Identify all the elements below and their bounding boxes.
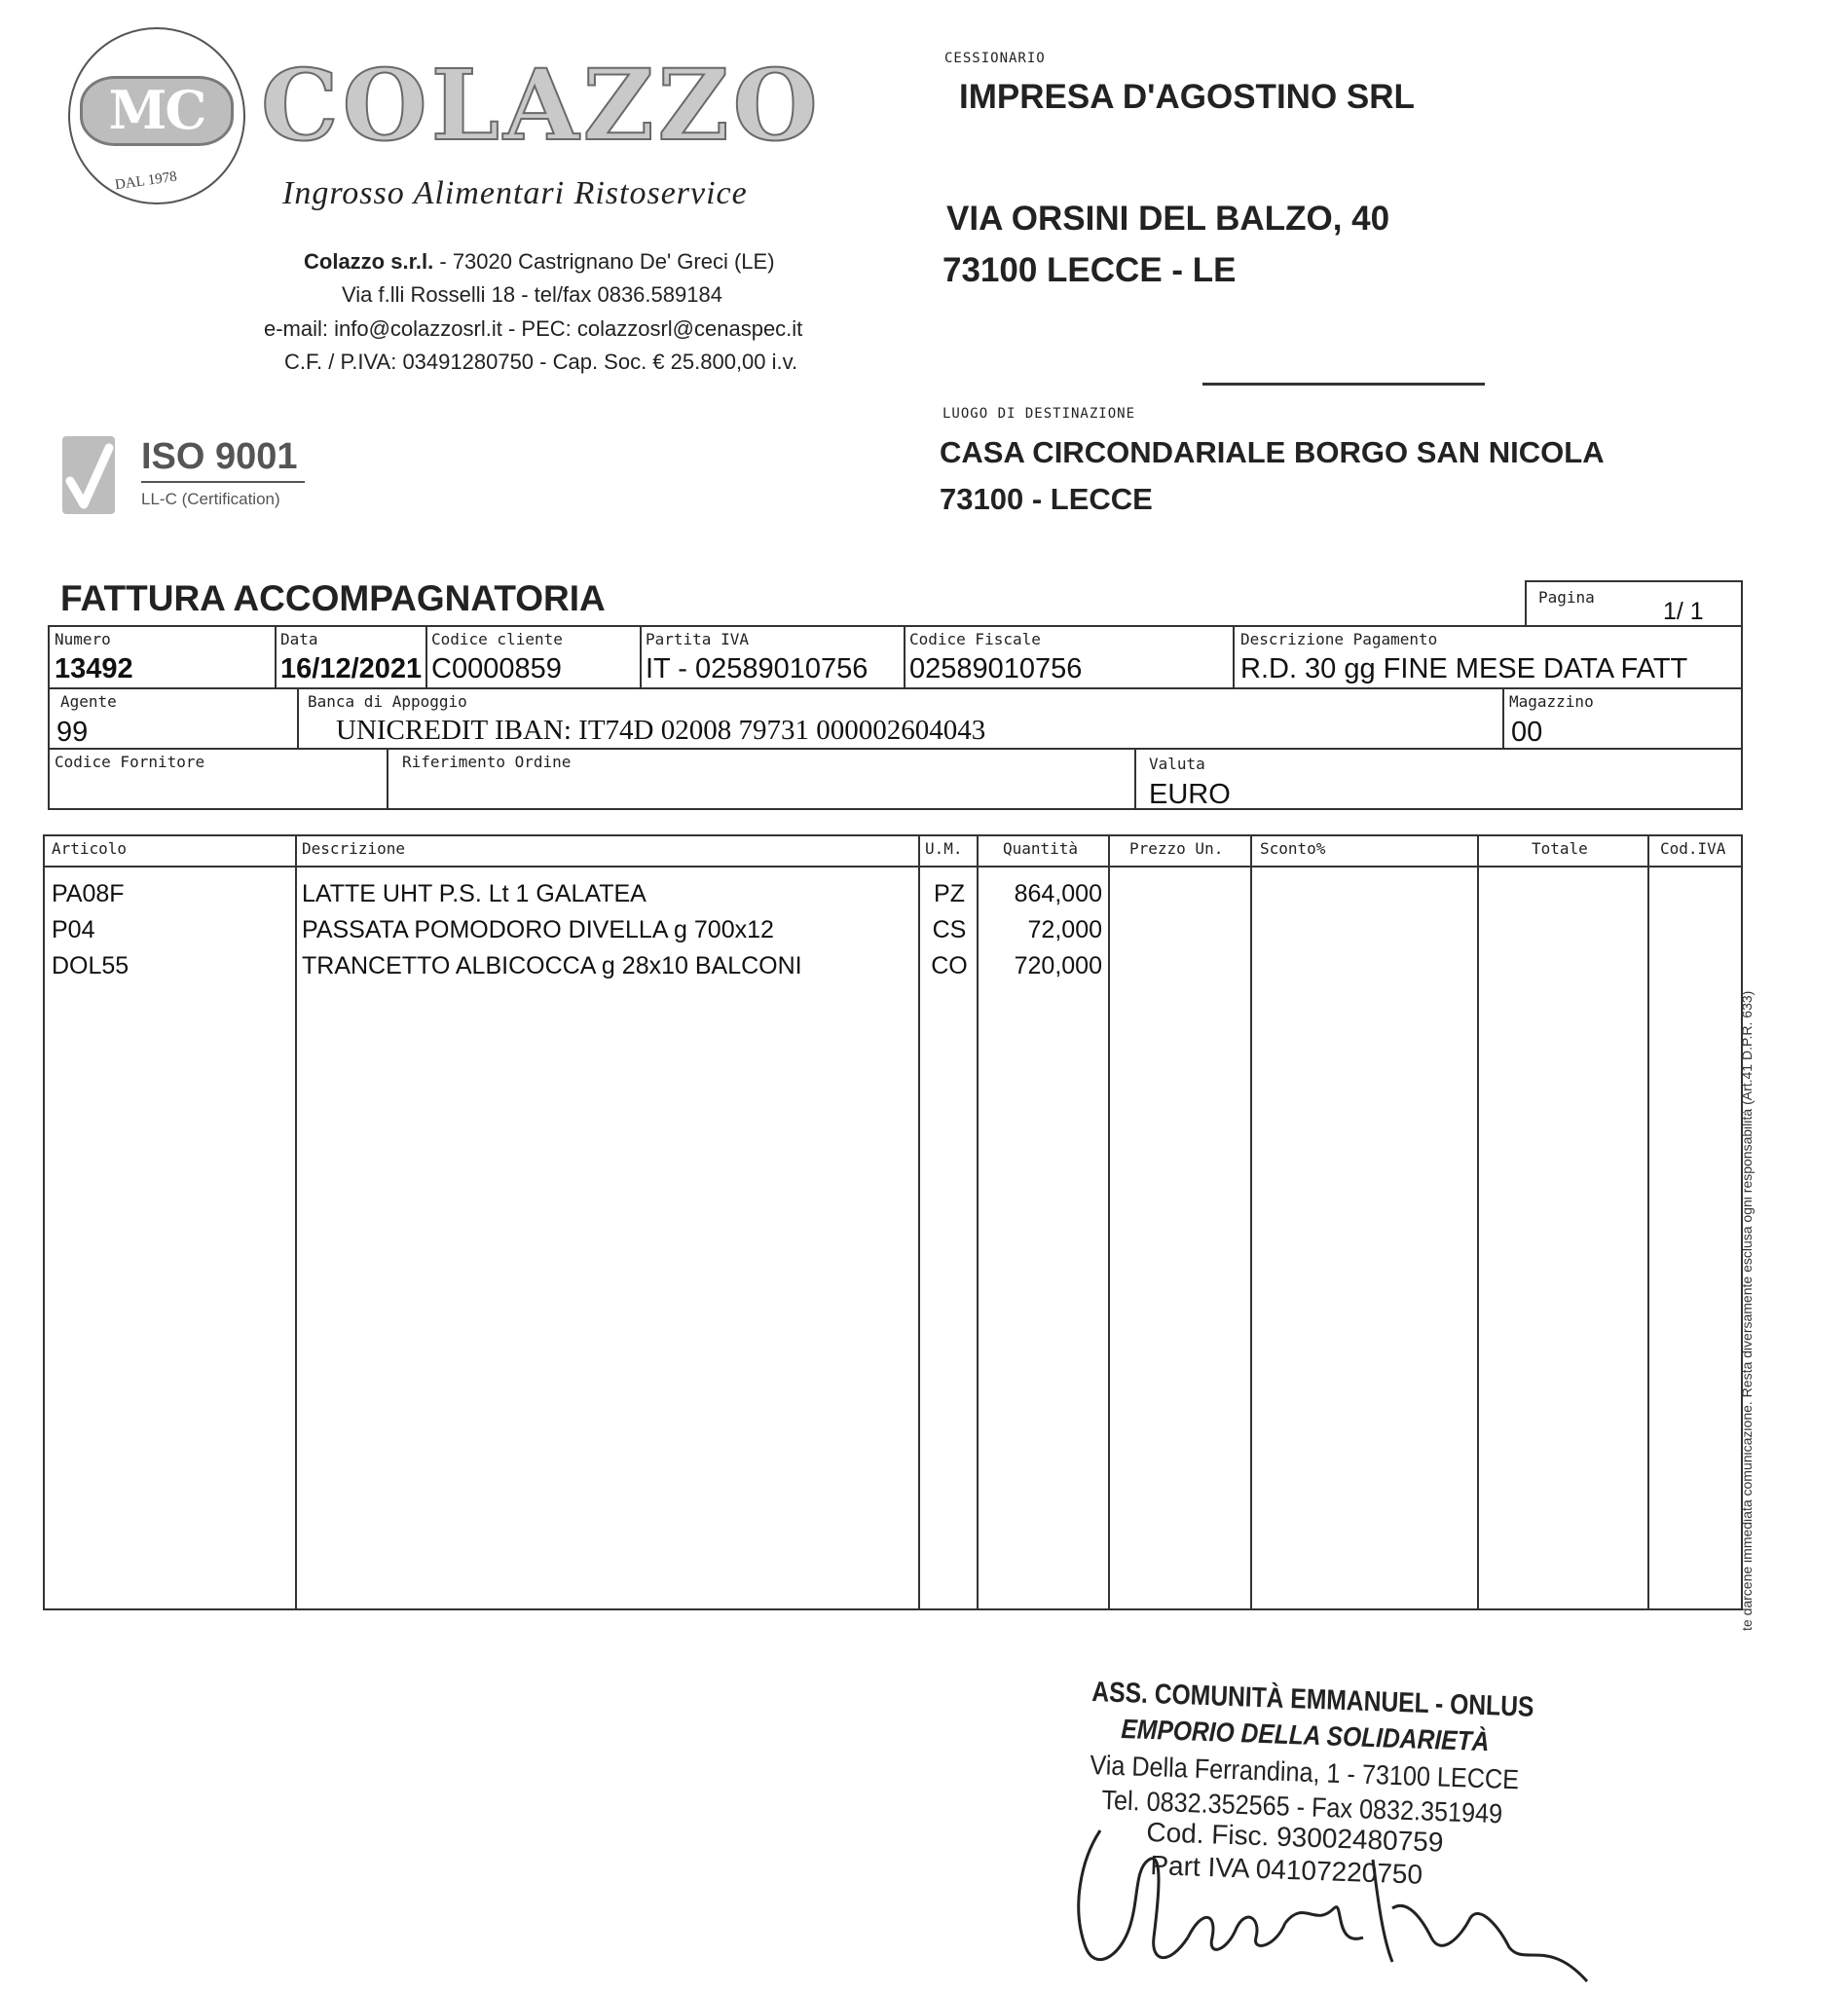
data-value: 16/12/2021 <box>280 653 423 684</box>
numero-label: Numero <box>55 630 111 648</box>
col-quantita: Quantità <box>1003 839 1079 858</box>
page-value: 1/ 1 <box>1663 598 1704 625</box>
pagamento-label: Descrizione Pagamento <box>1240 630 1438 648</box>
banca-label: Banca di Appoggio <box>308 692 467 711</box>
col-um: U.M. <box>925 839 963 858</box>
codice-fiscale-value: 02589010756 <box>909 653 1083 684</box>
row-1-quantita: 864,000 <box>1014 880 1102 907</box>
recipient-name: IMPRESA D'AGOSTINO SRL <box>959 78 1415 116</box>
destination-label: LUOGO DI DESTINAZIONE <box>942 406 1136 422</box>
iso-check-icon <box>62 436 115 514</box>
handwritten-signature <box>1042 1791 1607 1986</box>
page-label: Pagina <box>1538 588 1595 607</box>
stamp-line-2: EMPORIO DELLA SOLIDARIETÀ <box>1120 1714 1491 1757</box>
destination-name: CASA CIRCONDARIALE BORGO SAN NICOLA <box>940 435 1605 469</box>
brand-tagline: Ingrosso Alimentari Ristoservice <box>282 175 748 211</box>
row-2-quantita: 72,000 <box>1027 916 1102 943</box>
magazzino-label: Magazzino <box>1509 692 1594 711</box>
items-column-divider <box>1477 834 1479 1610</box>
col-cod-iva: Cod.IVA <box>1660 839 1726 858</box>
items-column-divider <box>977 834 979 1610</box>
company-address-line-2: Via f.lli Rosselli 18 - tel/fax 0836.589184 <box>342 282 722 307</box>
header-divider <box>1502 687 1504 748</box>
stamp-line-3: Via Della Ferrandina, 1 - 73100 LECCE <box>1089 1750 1520 1795</box>
col-sconto: Sconto% <box>1260 839 1326 858</box>
magazzino-value: 00 <box>1511 717 1543 748</box>
items-header-divider <box>43 866 1743 868</box>
codice-cliente-value: C0000859 <box>431 653 562 684</box>
row-3-articolo: DOL55 <box>52 952 129 979</box>
fornitore-label: Codice Fornitore <box>55 753 205 771</box>
brand-name: COLAZZO <box>261 48 822 163</box>
numero-value: 13492 <box>55 653 133 684</box>
stamp-line-4: Tel. 0832.352565 - Fax 0832.351949 <box>1100 1785 1503 1829</box>
company-location: - 73020 Castrignano De' Greci (LE) <box>433 249 775 274</box>
checkmark-icon <box>62 436 115 514</box>
header-divider <box>1134 748 1136 810</box>
row-1-articolo: PA08F <box>52 880 125 907</box>
header-row-divider-1 <box>48 687 1743 689</box>
invoice-title: FATTURA ACCOMPAGNATORIA <box>60 578 606 618</box>
company-address-line-1 <box>304 249 775 275</box>
items-column-divider <box>1108 834 1110 1610</box>
header-divider <box>297 687 299 748</box>
col-articolo: Articolo <box>52 839 128 858</box>
col-totale: Totale <box>1532 839 1588 858</box>
header-divider <box>640 625 642 687</box>
agente-label: Agente <box>60 692 117 711</box>
iso-divider <box>141 481 305 483</box>
company-contact-line: e-mail: info@colazzosrl.it - PEC: colazzosrl@cenaspec.it <box>264 316 803 341</box>
items-column-divider <box>918 834 920 1610</box>
iso-subtitle: LL-C (Certification) <box>141 490 280 508</box>
ordine-label: Riferimento Ordine <box>402 753 572 771</box>
row-1-um: PZ <box>934 880 965 907</box>
col-prezzo: Prezzo Un. <box>1129 839 1224 858</box>
codice-fiscale-label: Codice Fiscale <box>909 630 1041 648</box>
recipient-label: CESSIONARIO <box>944 51 1046 66</box>
page-box <box>1525 580 1743 627</box>
row-2-articolo: P04 <box>52 916 95 943</box>
header-divider <box>904 625 906 687</box>
items-column-divider <box>1250 834 1252 1610</box>
row-3-descrizione: TRANCETTO ALBICOCCA g 28x10 BALCONI <box>302 952 802 979</box>
pagamento-value: R.D. 30 gg FINE MESE DATA FATT <box>1240 653 1688 684</box>
iso-title: ISO 9001 <box>141 436 298 477</box>
company-name: Colazzo s.r.l. <box>304 249 434 274</box>
company-logo: MC <box>80 76 234 146</box>
company-tax-line: C.F. / P.IVA: 03491280750 - Cap. Soc. € 25.800,00 i.v. <box>284 350 798 374</box>
row-1-descrizione: LATTE UHT P.S. Lt 1 GALATEA <box>302 880 647 907</box>
header-row-divider-2 <box>48 748 1743 750</box>
row-2-descrizione: PASSATA POMODORO DIVELLA g 700x12 <box>302 916 774 943</box>
stamp-line-1: ASS. COMUNITÀ EMMANUEL - ONLUS <box>1090 1677 1534 1723</box>
items-column-divider <box>1647 834 1649 1610</box>
header-divider <box>387 748 388 810</box>
row-3-um: CO <box>931 952 968 979</box>
row-2-um: CS <box>932 916 967 943</box>
legal-side-note: te darcene immediata comunicazione. Resta diversamente esclusa ogni responsabilità (Art.41 D.P.R. 633) <box>1739 990 1755 1631</box>
agente-value: 99 <box>56 717 89 748</box>
items-table <box>43 834 1743 1610</box>
data-label: Data <box>280 630 318 648</box>
partita-iva-value: IT - 02589010756 <box>646 653 869 684</box>
header-divider <box>275 625 277 687</box>
valuta-value: EURO <box>1149 779 1231 810</box>
valuta-label: Valuta <box>1149 755 1205 773</box>
header-divider <box>425 625 427 687</box>
banca-value: UNICREDIT IBAN: IT74D 02008 79731 000002604043 <box>336 715 986 746</box>
codice-cliente-label: Codice cliente <box>431 630 563 648</box>
recipient-divider <box>1202 383 1485 386</box>
col-descrizione: Descrizione <box>302 839 405 858</box>
stamp-line-5: Cod. Fisc. 93002480759 <box>1145 1817 1444 1858</box>
items-column-divider <box>295 834 297 1610</box>
recipient-street: VIA ORSINI DEL BALZO, 40 <box>946 200 1390 238</box>
logo-year: DAL 1978 <box>114 168 178 194</box>
row-3-quantita: 720,000 <box>1014 952 1102 979</box>
stamp-line-6: Part IVA 04107220750 <box>1149 1850 1423 1890</box>
header-divider <box>1233 625 1235 687</box>
destination-city: 73100 - LECCE <box>940 482 1153 516</box>
partita-iva-label: Partita IVA <box>646 630 749 648</box>
recipient-city: 73100 LECCE - LE <box>942 251 1237 289</box>
